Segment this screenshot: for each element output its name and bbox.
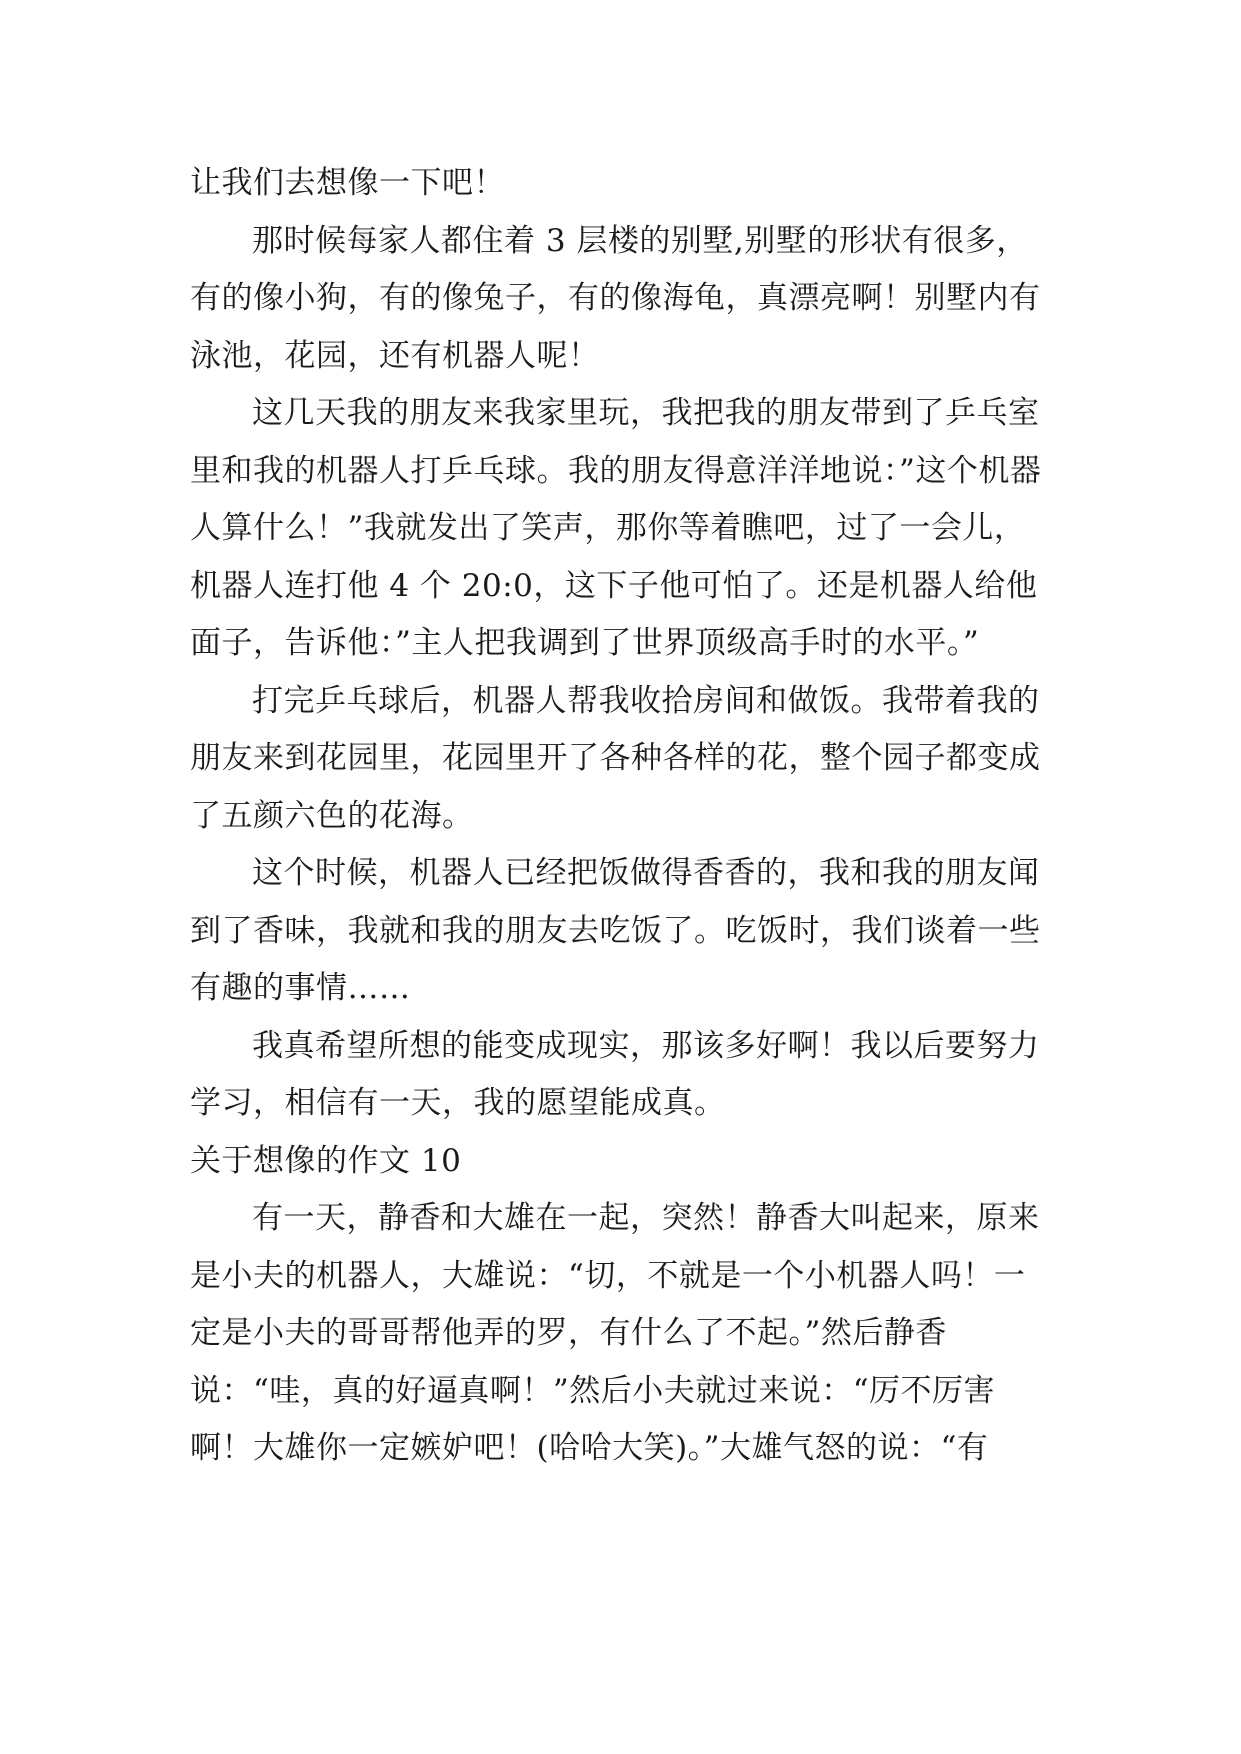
paragraph-6: 我真希望所想的能变成现实，那该多好啊！我以后要努力学习，相信有一天，我的愿望能成真。 — [190, 1027, 1040, 1121]
paragraph-1: 让我们去想像一下吧！ — [190, 165, 505, 201]
paragraph-4: 打完乒乓球后，机器人帮我收拾房间和做饭。我带着我的朋友来到花园里，花园里开了各种各样的花，整个园子都变成了五颜六色的花海。 — [190, 682, 1041, 834]
section-title: 关于想像的作文 10 — [190, 1142, 462, 1179]
paragraph-2: 那时候每家人都住着 3 层楼的别墅,别墅的形状有很多，有的像小狗，有的像兔子，有的像海龟，真漂亮啊！别墅内有泳池，花园，还有机器人呢！ — [190, 222, 1041, 374]
document-body — [190, 155, 1050, 1478]
paragraph-5: 这个时候，机器人已经把饭做得香香的，我和我的朋友闻到了香味，我就和我的朋友去吃饭了。吃饭时，我们谈着一些有趣的事情…… — [190, 855, 1041, 1006]
section-paragraph-1: 有一天，静香和大雄在一起，突然！静香大叫起来，原来是小夫的机器人，大雄说：“切，不就是一个小机器人吗！一定是小夫的哥哥帮他弄的罗，有什么了不起。”然后静香说：“哇，真的好逼真啊！”然后小夫就过来说：“厉不厉害啊！大雄你一定嫉妒吧！(哈哈大笑)。”大雄气怒的说：“有 — [190, 1200, 1040, 1466]
paragraph-3: 这几天我的朋友来我家里玩，我把我的朋友带到了乒乓室里和我的机器人打乒乓球。我的朋友得意洋洋地说：”这个机器人算什么！”我就发出了笑声，那你等着瞧吧，过了一会儿，机器人连打他 4 个 20:0，这下子他可怕了。还是机器人给他面子，告诉他：”主人把我调到了世界顶级高手时的水平。” — [190, 395, 1042, 661]
